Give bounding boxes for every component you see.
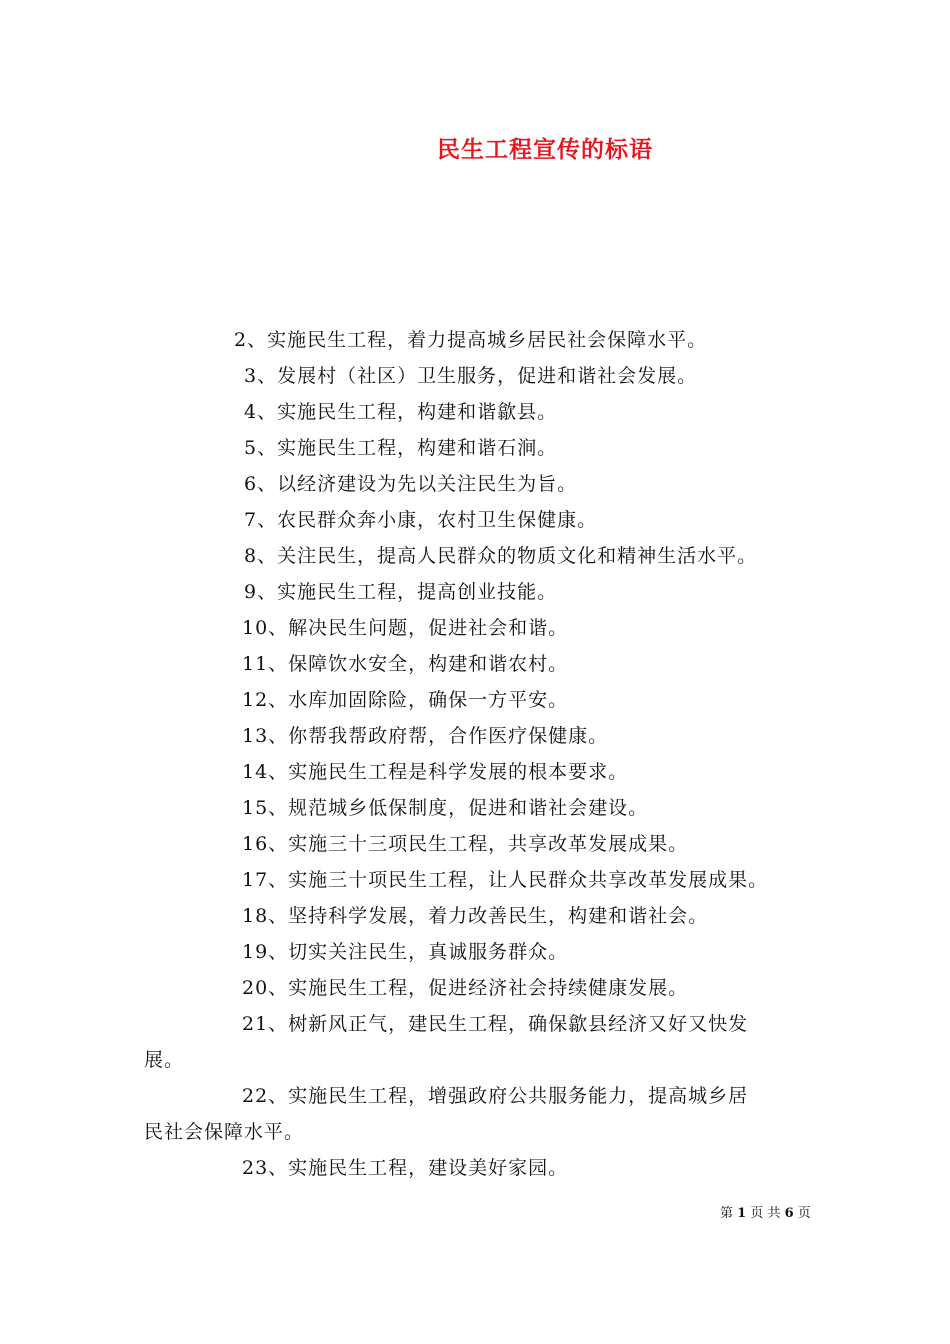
list-item: 7、农民群众奔小康，农村卫生保健康。 [244, 509, 598, 531]
list-item: 3、发展村（社区）卫生服务，促进和谐社会发展。 [244, 365, 698, 387]
footer-middle: 页 共 [750, 1206, 781, 1221]
list-item: 2、实施民生工程，着力提高城乡居民社会保障水平。 [234, 329, 708, 351]
list-item: 21、树新风正气，建民生工程，确保歙县经济又好又快发 [242, 1013, 749, 1035]
list-item: 5、实施民生工程，构建和谐石涧。 [244, 437, 558, 459]
list-item: 20、实施民生工程，促进经济社会持续健康发展。 [242, 977, 689, 999]
page-title: 民生工程宣传的标语 [437, 136, 653, 163]
list-item: 13、你帮我帮政府帮，合作医疗保健康。 [242, 725, 609, 747]
list-item: 9、实施民生工程，提高创业技能。 [244, 581, 558, 603]
list-item: 22、实施民生工程，增强政府公共服务能力，提高城乡居 [242, 1085, 749, 1107]
list-item: 15、规范城乡低保制度，促进和谐社会建设。 [242, 797, 649, 819]
list-item-continuation: 展。 [144, 1049, 185, 1071]
list-item: 17、实施三十项民生工程，让人民群众共享改革发展成果。 [242, 869, 769, 891]
list-item: 18、坚持科学发展，着力改善民生，构建和谐社会。 [242, 905, 709, 927]
list-item: 23、实施民生工程，建设美好家园。 [242, 1157, 569, 1179]
list-item: 10、解决民生问题，促进社会和谐。 [242, 617, 569, 639]
page-number: 1 [737, 1206, 747, 1221]
page-footer [0, 1204, 950, 1224]
footer-prefix: 第 [720, 1206, 734, 1221]
list-item-continuation: 民社会保障水平。 [144, 1121, 305, 1143]
slogan-list [144, 322, 816, 1186]
list-item: 19、切实关注民生，真诚服务群众。 [242, 941, 569, 963]
list-item: 12、水库加固除险，确保一方平安。 [242, 689, 569, 711]
page-total: 6 [784, 1206, 794, 1221]
list-item: 16、实施三十三项民生工程，共享改革发展成果。 [242, 833, 689, 855]
list-item: 6、以经济建设为先以关注民生为旨。 [244, 473, 578, 495]
list-item: 11、保障饮水安全，构建和谐农村。 [242, 653, 569, 675]
footer-suffix: 页 [797, 1206, 811, 1221]
list-item: 8、关注民生，提高人民群众的物质文化和精神生活水平。 [244, 545, 758, 567]
list-item: 4、实施民生工程，构建和谐歙县。 [244, 401, 558, 423]
list-item: 14、实施民生工程是科学发展的根本要求。 [242, 761, 629, 783]
